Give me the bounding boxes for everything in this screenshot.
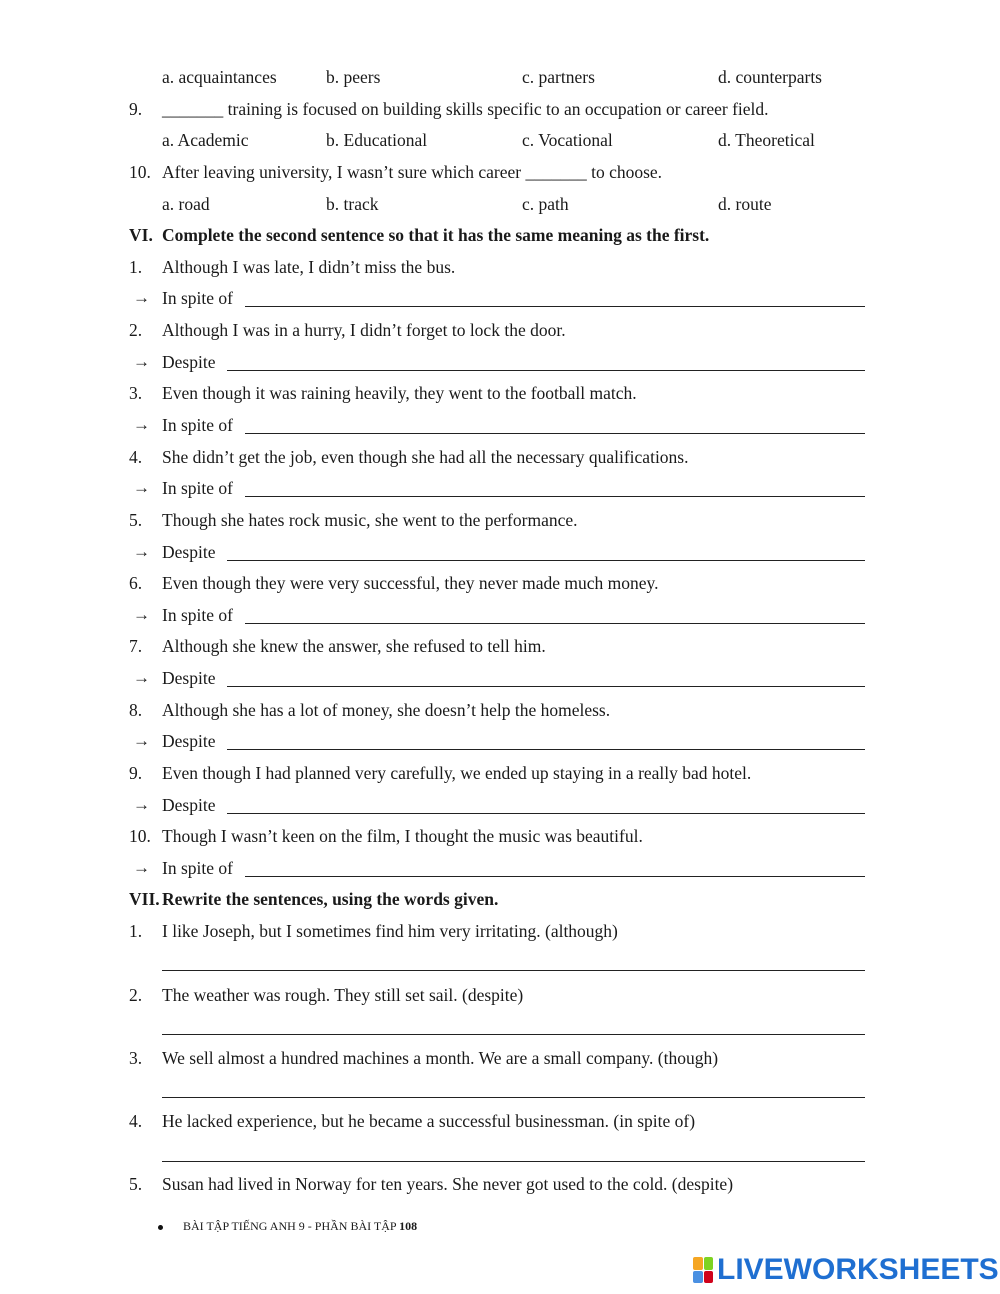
s7-item-text: I like Joseph, but I sometimes find him very irritating. (although) [162,921,618,941]
s7-item-text: Susan had lived in Norway for ten years. She never got used to the cold. (despite) [162,1174,734,1194]
s7-item-text: He lacked experience, but he became a successful businessman. (in spite of) [162,1111,696,1131]
section-7-title: Rewrite the sentences, using the words given. [162,889,499,909]
s6-item-number: 3. [129,383,143,403]
s6-answer-row-1 [0,287,1000,309]
arrow-icon: → [133,795,150,814]
q9-option-d: d. Theoretical [718,130,815,150]
logo-text: LIVEWORKSHEETS [717,1253,999,1286]
arrow-icon: → [133,668,150,687]
s6-answer-row-7 [0,667,1000,689]
q10-option-c: c. path [522,194,569,214]
s6-item-number: 2. [129,320,143,340]
q8-option-d: d. counterparts [718,67,822,87]
s6-item-number: 5. [129,510,143,530]
s6-answer-lead: In spite of [162,858,233,878]
s6-answer-row-4 [0,477,1000,499]
s6-item-text: Although I was in a hurry, I didn’t forget to lock the door. [162,320,566,340]
s6-answer-row-3 [0,414,1000,436]
arrow-icon: → [133,605,150,624]
logo-badge-square [704,1257,714,1270]
s6-answer-lead: Despite [162,731,216,751]
s7-item-number: 2. [129,985,143,1005]
logo-badge-icon [693,1257,713,1283]
q9-option-a: a. Academic [162,130,249,150]
s6-answer-row-9 [0,794,1000,816]
section-6-title: Complete the second sentence so that it has the same meaning as the first. [162,225,710,245]
s7-item-text: The weather was rough. They still set sail. (despite) [162,985,524,1005]
s6-item-text: Even though I had planned very carefully, we ended up staying in a really bad hotel. [162,763,752,783]
q10-number: 10. [129,162,151,182]
arrow-icon: → [133,478,150,497]
s6-answer-blank-1[interactable] [245,287,865,307]
q10-option-d: d. route [718,194,772,214]
s6-item-text: Although she has a lot of money, she doesn’t help the homeless. [162,700,611,720]
q9-number: 9. [129,99,143,119]
s6-answer-blank-8[interactable] [227,730,865,750]
q8-option-a: a. acquaintances [162,67,277,87]
q10-text: After leaving university, I wasn’t sure which career _______ to choose. [162,162,663,182]
s6-answer-blank-4[interactable] [245,477,865,497]
s6-item-number: 9. [129,763,143,783]
logo-badge-square [704,1271,714,1284]
s6-answer-lead: In spite of [162,605,233,625]
s6-answer-blank-3[interactable] [245,414,865,434]
footer-page-number: 108 [399,1219,418,1233]
s7-answer-line-1[interactable] [162,970,865,971]
s6-answer-blank-6[interactable] [245,604,865,624]
arrow-icon: → [133,858,150,877]
s6-answer-lead: Despite [162,352,216,372]
s6-item-number: 6. [129,573,143,593]
s7-answer-line-2[interactable] [162,1034,865,1035]
s6-answer-lead: In spite of [162,478,233,498]
s7-answer-line-4[interactable] [162,1161,865,1162]
s6-answer-row-2 [0,351,1000,373]
arrow-icon: → [133,288,150,307]
s6-item-number: 4. [129,447,143,467]
s6-item-text: Even though they were very successful, they never made much money. [162,573,659,593]
s7-answer-line-3[interactable] [162,1097,865,1098]
s6-item-text: Even though it was raining heavily, they went to the football match. [162,383,637,403]
s6-answer-lead: Despite [162,795,216,815]
arrow-icon: → [133,352,150,371]
s6-answer-lead: In spite of [162,415,233,435]
s6-answer-blank-2[interactable] [227,351,865,371]
s6-answer-lead: Despite [162,542,216,562]
section-6-label: VI. [129,225,153,245]
q10-option-b: b. track [326,194,379,214]
s7-item-number: 4. [129,1111,143,1131]
s6-item-text: Though she hates rock music, she went to the performance. [162,510,578,530]
s6-item-number: 7. [129,636,143,656]
liveworksheets-logo[interactable] [693,1255,999,1285]
s6-item-text: Though I wasn’t keen on the film, I thought the music was beautiful. [162,826,643,846]
q8-option-c: c. partners [522,67,595,87]
page-footer [158,1217,417,1235]
s6-item-text: Although she knew the answer, she refused to tell him. [162,636,546,656]
s6-answer-lead: Despite [162,668,216,688]
s6-answer-blank-7[interactable] [227,667,865,687]
arrow-icon: → [133,731,150,750]
s6-answer-row-6 [0,604,1000,626]
q8-option-b: b. peers [326,67,381,87]
q9-option-c: c. Vocational [522,130,613,150]
s6-answer-row-5 [0,541,1000,563]
s6-answer-lead: In spite of [162,288,233,308]
s6-item-number: 8. [129,700,143,720]
s6-item-text: Although I was late, I didn’t miss the bus. [162,257,456,277]
s6-answer-row-10 [0,857,1000,879]
s6-answer-row-8 [0,730,1000,752]
logo-badge-square [693,1271,703,1284]
footer-text: BÀI TẬP TIẾNG ANH 9 - PHẦN BÀI TẬP [183,1219,400,1233]
logo-badge-square [693,1257,703,1270]
q9-option-b: b. Educational [326,130,428,150]
s6-item-text: She didn’t get the job, even though she had all the necessary qualifications. [162,447,689,467]
s7-item-text: We sell almost a hundred machines a month. We are a small company. (though) [162,1048,719,1068]
s7-item-number: 1. [129,921,143,941]
bullet-icon [158,1225,163,1230]
s6-answer-blank-9[interactable] [227,794,865,814]
s6-item-number: 1. [129,257,143,277]
section-7-label: VII. [129,889,160,909]
s6-answer-blank-10[interactable] [245,857,865,877]
q9-text: _______ training is focused on building skills specific to an occupation or career field. [162,99,769,119]
s7-item-number: 5. [129,1174,143,1194]
s6-answer-blank-5[interactable] [227,541,865,561]
s6-item-number: 10. [129,826,151,846]
s7-item-number: 3. [129,1048,143,1068]
q10-option-a: a. road [162,194,210,214]
arrow-icon: → [133,415,150,434]
arrow-icon: → [133,542,150,561]
